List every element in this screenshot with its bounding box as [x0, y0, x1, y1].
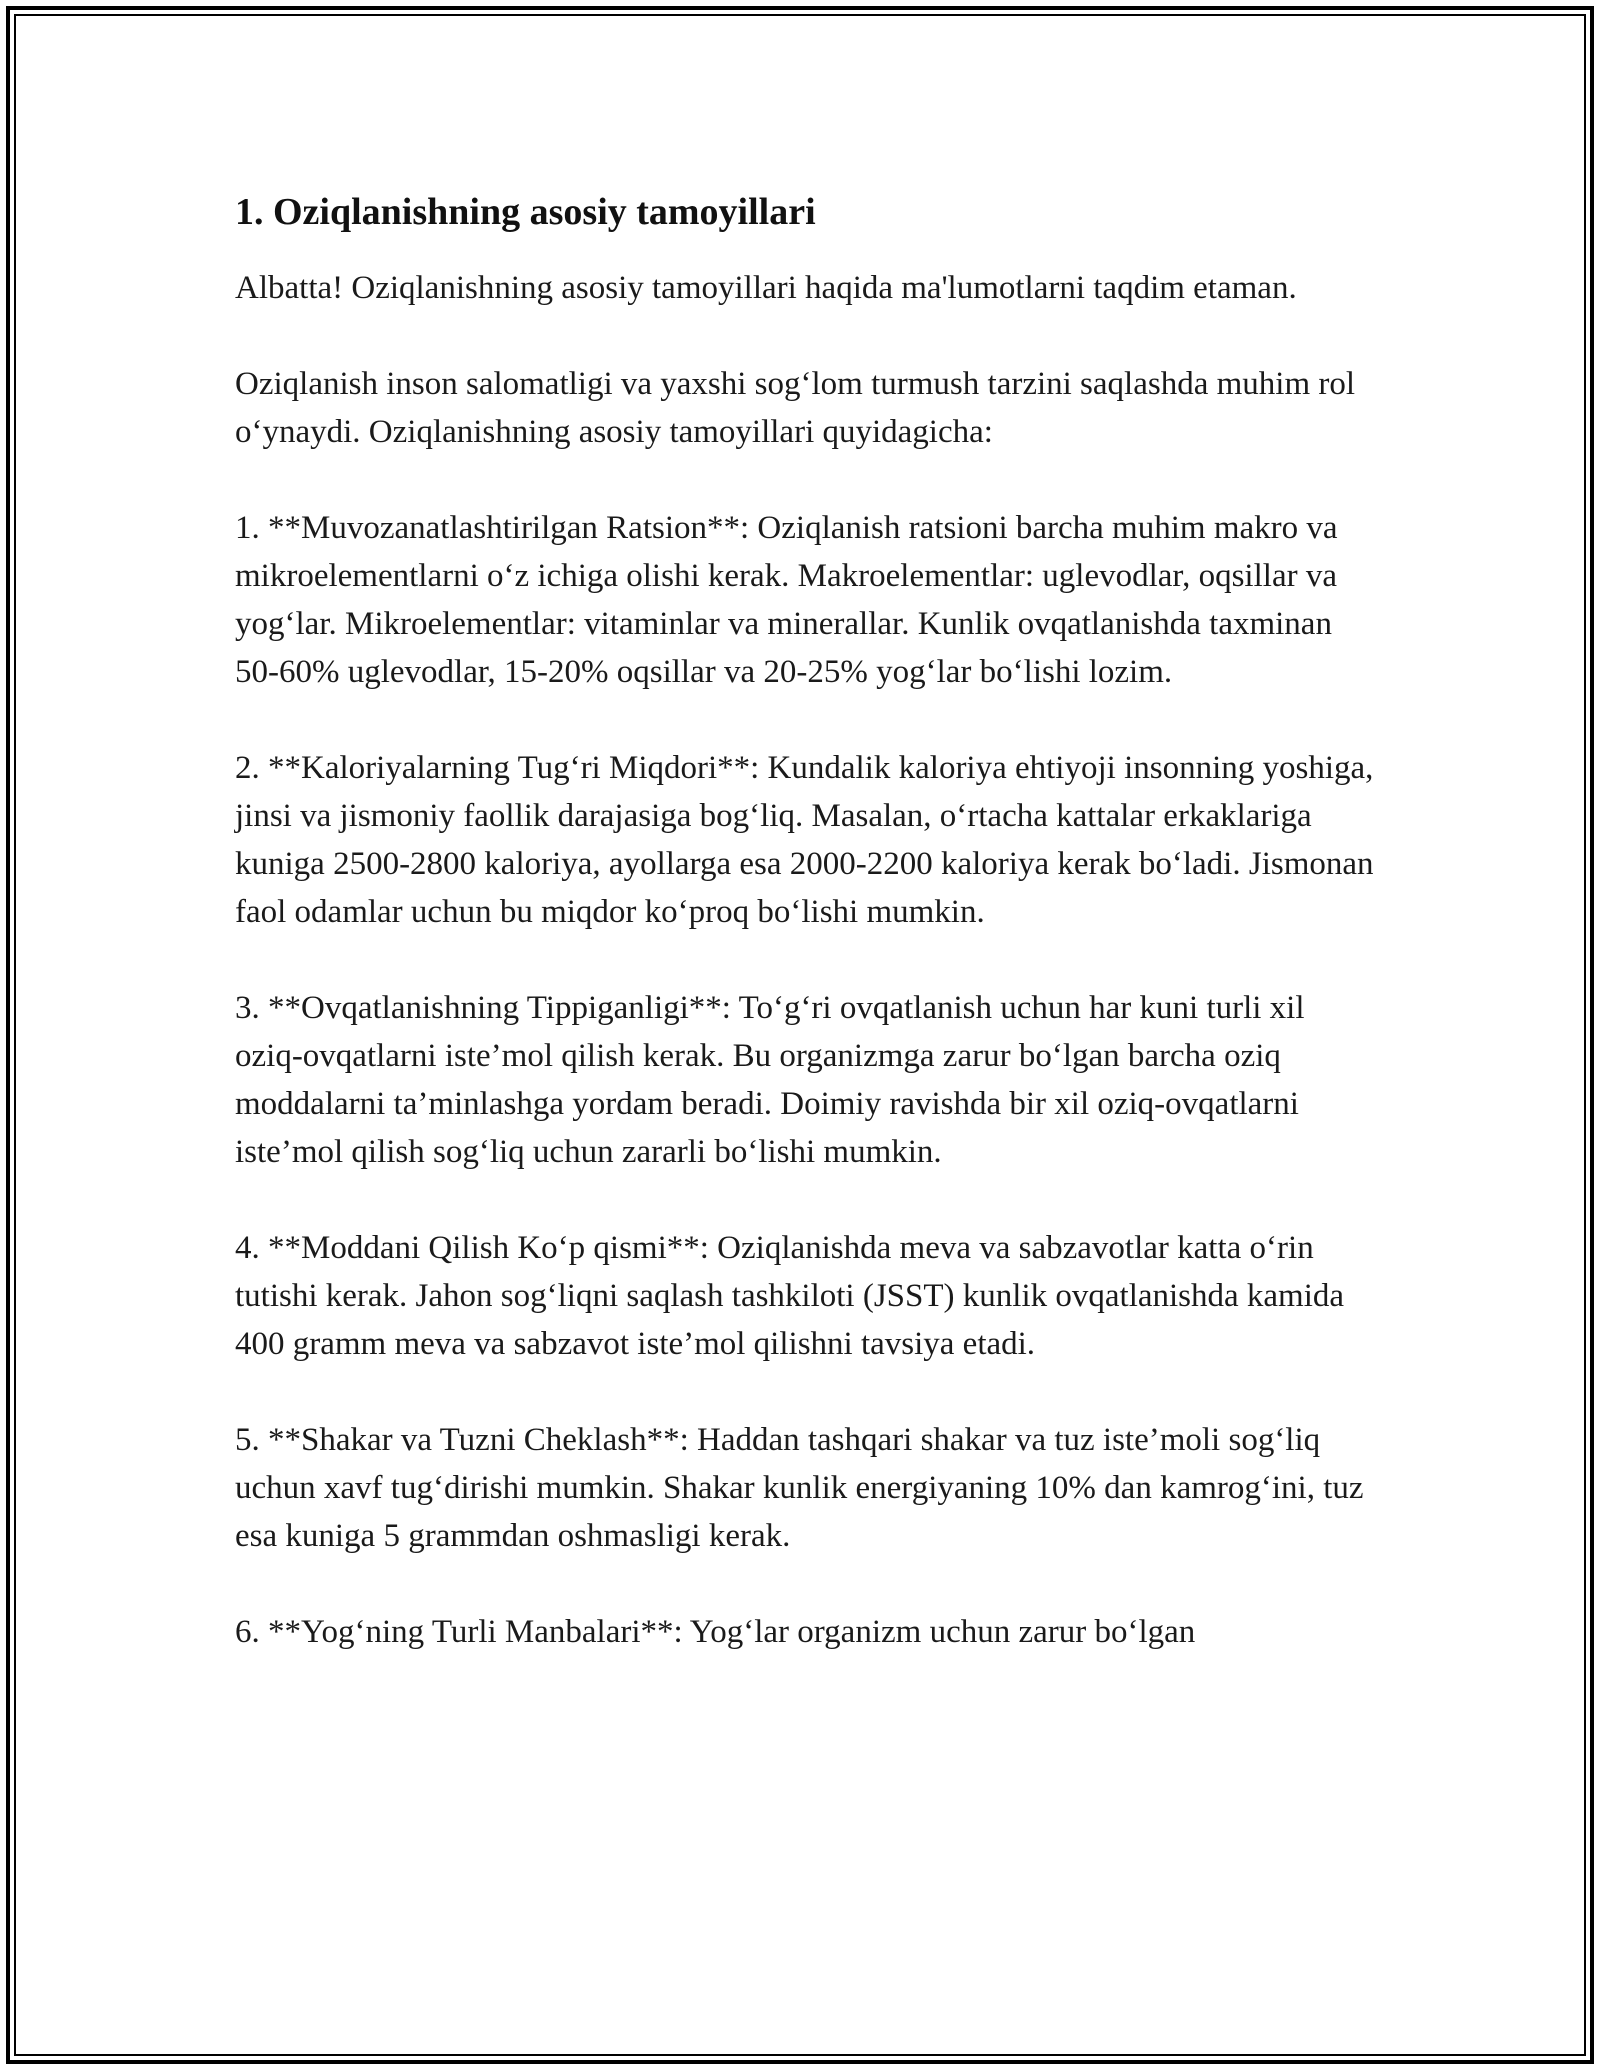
paragraph-intro: Albatta! Oziqlanishning asosiy tamoyillari haqida ma'lumotlarni taqdim etaman. — [235, 270, 1297, 306]
paragraph-item-1: 1. **Muvozanatlashtirilgan Ratsion**: Oziqlanish ratsioni barcha muhim makro va mikroelementlarni o‘z ichiga olishi kerak. Makroelementlar: uglevodlar, oqsillar va yog‘lar. Mikroelementlar: vitaminlar va minerallar. Kunlik ovqatlanishda taxminan 50-60% uglevodlar, 15-20% oqsillar va 20-25% yog‘lar bo‘lishi lozim. — [235, 510, 1338, 690]
paragraph-item-2: 2. **Kaloriyalarning Tug‘ri Miqdori**: Kundalik kaloriya ehtiyoji insonning yoshiga, jinsi va jismoniy faollik darajasiga bog‘liq. Masalan, o‘rtacha kattalar erkaklariga kuniga 2500-2800 kaloriya, ayollarga esa 2000-2200 kaloriya kerak bo‘ladi. Jismonan faol odamlar uchun bu miqdor ko‘proq bo‘lishi mumkin. — [235, 750, 1374, 930]
paragraph-item-3: 3. **Ovqatlanishning Tippiganligi**: To‘g‘ri ovqatlanish uchun har kuni turli xil oziq-ovqatlarni iste’mol qilish kerak. Bu organizmga zarur bo‘lgan barcha oziq moddalarni ta’minlashga yordam beradi. Doimiy ravishda bir xil oziq-ovqatlarni iste’mol qilish sog‘liq uchun zararli bo‘lishi mumkin. — [235, 990, 1305, 1170]
paragraph-item-6: 6. **Yog‘ning Turli Manbalari**: Yog‘lar organizm uchun zarur bo‘lgan — [235, 1614, 1196, 1650]
section-heading: 1. Oziqlanishning asosiy tamoyillari — [235, 191, 816, 233]
paragraph-item-4: 4. **Moddani Qilish Ko‘p qismi**: Oziqlanishda meva va sabzavotlar katta o‘rin tutishi kerak. Jahon sog‘liqni saqlash tashkiloti (JSST) kunlik ovqatlanishda kamida 400 gramm meva va sabzavot iste’mol qilishni tavsiya etadi. — [235, 1230, 1345, 1362]
document-body — [235, 182, 1375, 1704]
paragraph-item-5: 5. **Shakar va Tuzni Cheklash**: Haddan tashqari shakar va tuz iste’moli sog‘liq uchun xavf tug‘dirishi mumkin. Shakar kunlik energiyaning 10% dan kamrog‘ini, tuz esa kuniga 5 grammdan oshmasligi kerak. — [235, 1422, 1364, 1554]
paragraph-overview: Oziqlanish inson salomatligi va yaxshi sog‘lom turmush tarzini saqlashda muhim rol o‘ynaydi. Oziqlanishning asosiy tamoyillari quyidagicha: — [235, 366, 1356, 450]
